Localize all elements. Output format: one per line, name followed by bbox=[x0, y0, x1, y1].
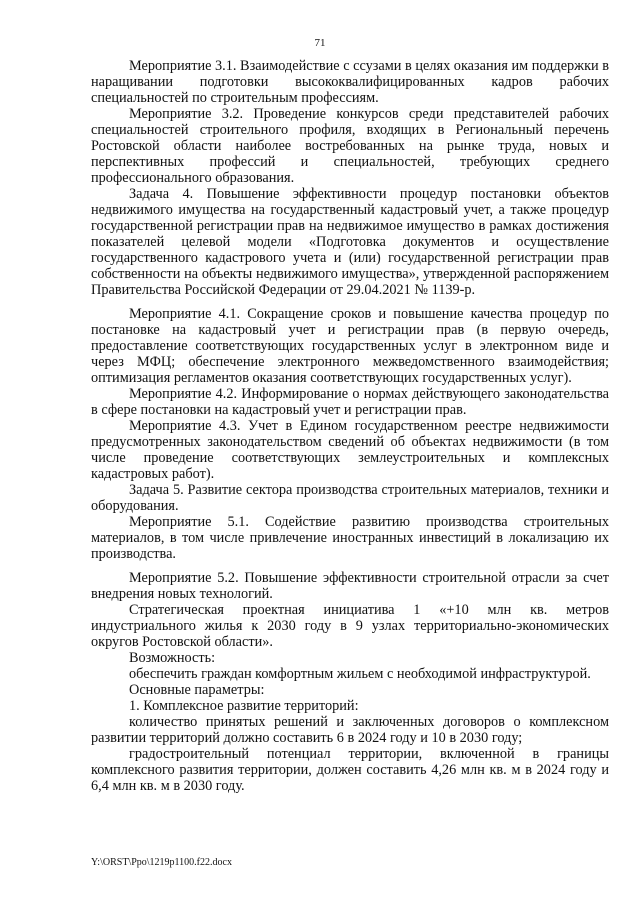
footer-file-path: Y:\ORST\Ppo\1219p1100.f22.docx bbox=[91, 857, 232, 868]
spacer bbox=[91, 298, 609, 306]
paragraph-measure-4-3: Мероприятие 4.3. Учет в Едином государственном реестре недвижимости предусмотренных законодательством сведений об объектах недвижимости (в том числе проведение соответствующих землеустроительных и комплексных кадастровых работ). bbox=[91, 418, 609, 482]
paragraph-decisions-count: количество принятых решений и заключенных договоров о комплексном развитии территорий должно составить 6 в 2024 году и 10 в 2030 году; bbox=[91, 714, 609, 746]
paragraph-measure-4-2: Мероприятие 4.2. Информирование о нормах действующего законодательства в сфере постановки на кадастровый учет и регистрации прав. bbox=[91, 386, 609, 418]
paragraph-measure-5-2: Мероприятие 5.2. Повышение эффективности строительной отрасли за счет внедрения новых технологий. bbox=[91, 570, 609, 602]
spacer bbox=[91, 562, 609, 570]
paragraph-opportunity-heading: Возможность: bbox=[129, 650, 216, 666]
paragraph-measure-4-1: Мероприятие 4.1. Сокращение сроков и повышение качества процедур по постановке на кадастровый учет и регистрации прав (в первую очередь, предоставление соответствующих государственных услуг в электронном виде и через МФЦ; обеспечение электронного межведомственного взаимодействия; оптимизация регламентов оказания соответствующих государственных услуг). bbox=[91, 306, 609, 386]
paragraph-parameters-heading: Основные параметры: bbox=[129, 682, 265, 698]
paragraph-measure-3-2: Мероприятие 3.2. Проведение конкурсов среди представителей рабочих специальностей строительного профиля, входящих в Региональный перечень Ростовской области наиболее востребованных на рынке труда, новых и перспективных профессий и специальностей, требующих среднего профессионального образования. bbox=[91, 106, 609, 186]
paragraph-strategic-initiative: Стратегическая проектная инициатива 1 «+10 млн кв. метров индустриального жилья к 2030 году в 9 узлах территориально-экономических округов Ростовской области». bbox=[91, 602, 609, 650]
document-body bbox=[91, 58, 609, 794]
page-number: 71 bbox=[314, 37, 326, 49]
paragraph-parameter-1: 1. Комплексное развитие территорий: bbox=[129, 698, 359, 714]
paragraph-measure-3-1: Мероприятие 3.1. Взаимодействие с ссузами в целях оказания им поддержки в наращивании подготовки высококвалифицированных кадров рабочих специальностей по строительным профессиям. bbox=[91, 58, 609, 106]
paragraph-measure-5-1: Мероприятие 5.1. Содействие развитию производства строительных материалов, в том числе привлечение иностранных инвестиций в локализацию их производства. bbox=[91, 514, 609, 562]
paragraph-urban-potential: градостроительный потенциал территории, включенной в границы комплексного развития территории, должен составить 4,26 млн кв. м в 2024 году и 6,4 млн кв. м в 2030 году. bbox=[91, 746, 609, 794]
paragraph-task-5: Задача 5. Развитие сектора производства строительных материалов, техники и оборудования. bbox=[91, 482, 609, 514]
paragraph-task-4: Задача 4. Повышение эффективности процедур постановки объектов недвижимого имущества на государственный кадастровый учет, а также процедур государственной регистрации прав на недвижимое имущество в рамках достижения показателей целевой модели «Подготовка документов и осуществление государственного кадастрового учета и (или) государственной регистрации прав собственности на объекты недвижимого имущества», утвержденной распоряжением Правительства Российской Федерации от 29.04.2021 № 1139-р. bbox=[91, 186, 609, 298]
paragraph-opportunity-text: обеспечить граждан комфортным жильем с необходимой инфраструктурой. bbox=[129, 666, 591, 682]
